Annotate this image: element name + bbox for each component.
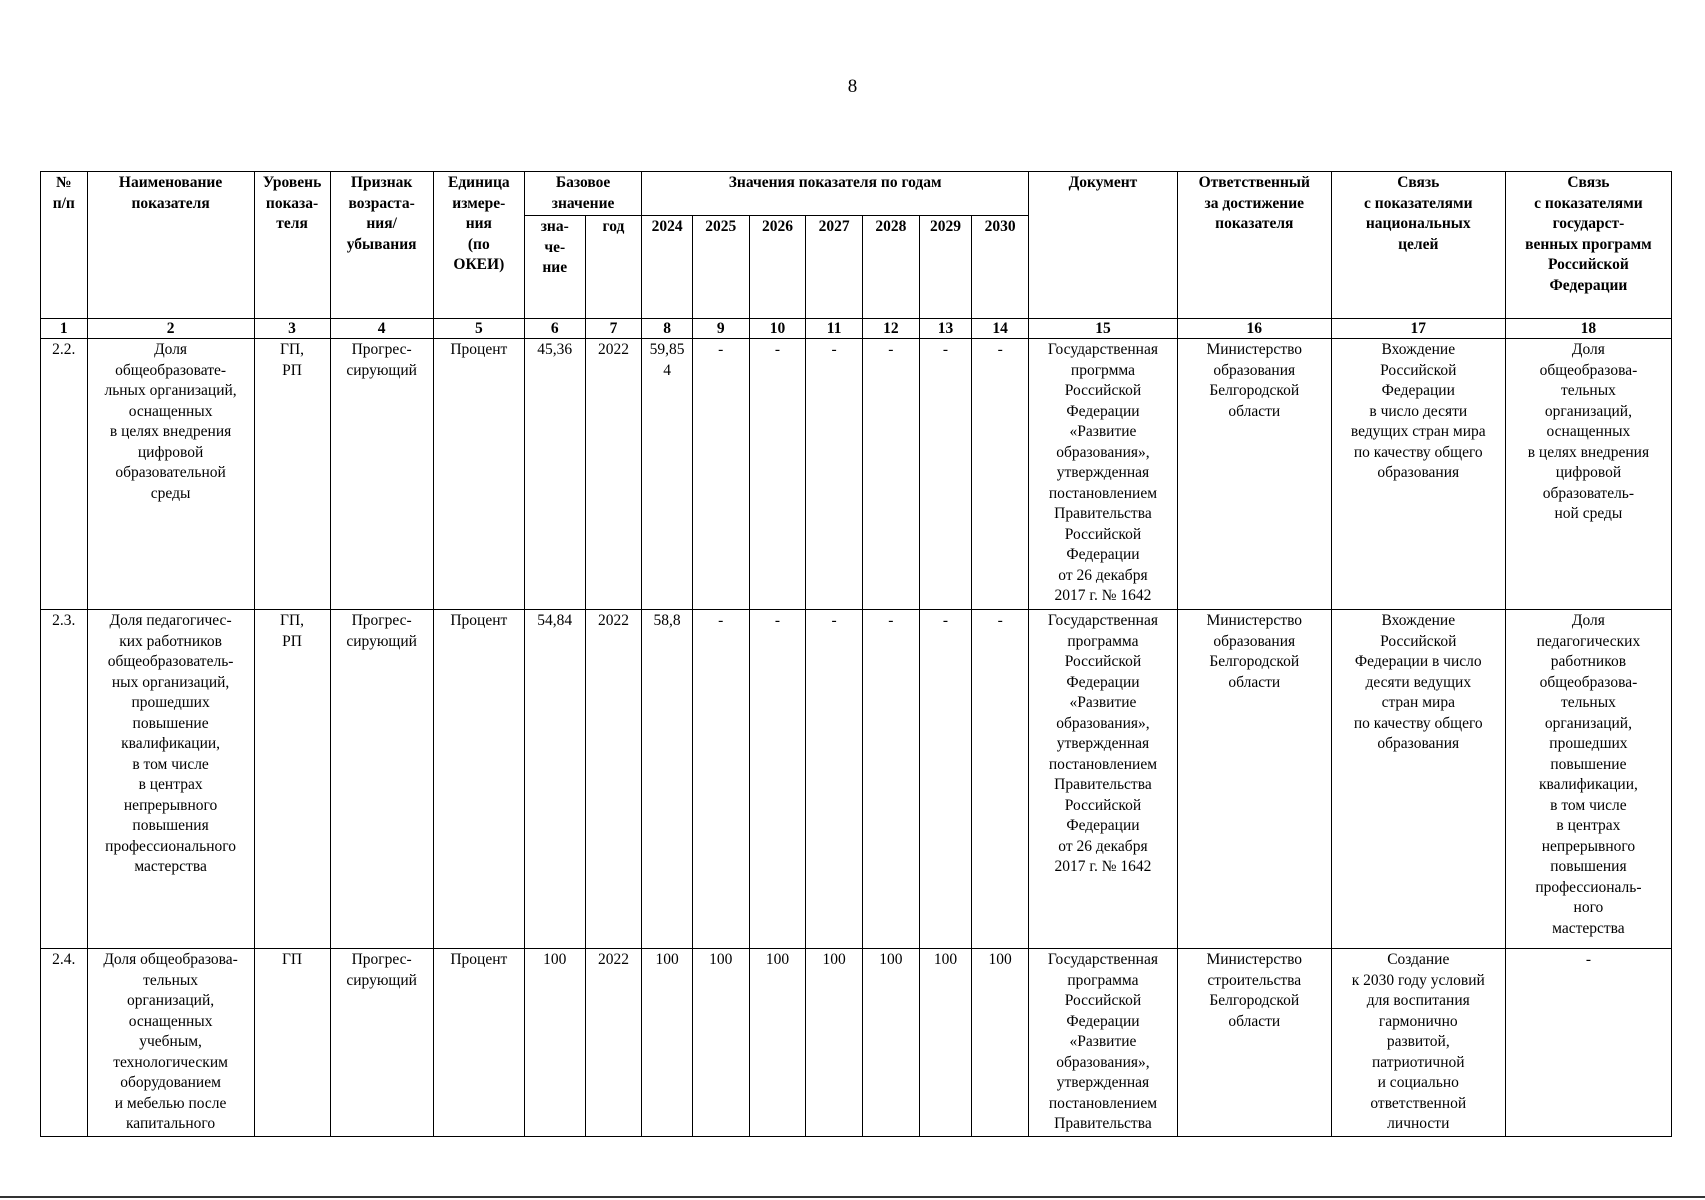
table-row: [41, 610, 1672, 949]
row-year-value: 100: [806, 949, 863, 1137]
header-level: Уровень показа- теля: [254, 172, 330, 319]
row-year-value: -: [972, 610, 1029, 949]
header-unit: Единица измере- ния (по ОКЕИ): [433, 172, 524, 319]
header-year: 2027: [806, 216, 863, 319]
header-responsible: Ответственный за достижение показателя: [1177, 172, 1331, 319]
header-years: Значения показателя по годам: [642, 172, 1029, 216]
row-year-value: 100: [642, 949, 693, 1137]
header-year: 2028: [862, 216, 919, 319]
row-year-value: 59,85 4: [642, 339, 693, 610]
row-year-value: -: [862, 339, 919, 610]
row-national-goal: Создание к 2030 году условий для воспитания гармонично развитой, патриотичной и социально ответственной личности: [1331, 949, 1505, 1137]
row-year-value: -: [692, 610, 749, 949]
table-row: [41, 339, 1672, 610]
column-number-row: [41, 319, 1672, 339]
column-number: 6: [524, 319, 585, 339]
row-responsible: Министерство образования Белгородской области: [1177, 610, 1331, 949]
row-base-year: 2022: [585, 339, 642, 610]
column-number: 12: [862, 319, 919, 339]
row-national-goal: Вхождение Российской Федерации в число десяти ведущих стран мира по качеству общего образования: [1331, 339, 1505, 610]
column-number: 9: [692, 319, 749, 339]
row-year-value: 100: [692, 949, 749, 1137]
table-row: [41, 949, 1672, 1137]
header-year: 2026: [749, 216, 806, 319]
row-num: 2.2.: [41, 339, 88, 610]
row-year-value: -: [749, 339, 806, 610]
row-trend: Прогрес- сирующий: [330, 339, 433, 610]
row-name: Доля общеобразовате- льных организаций, оснащенных в целях внедрения цифровой образовательной среды: [87, 339, 254, 610]
row-state-program: Доля педагогических работников общеобразова- тельных организаций, прошедших повышение квалификации, в том числе в центрах непрерывного повышения профессиональ- ного мастерства: [1505, 610, 1671, 949]
row-year-value: -: [862, 610, 919, 949]
row-year-value: -: [806, 339, 863, 610]
row-document: Государственная прогрмма Российской Федерации «Развитие образования», утвержденная постановлением Правительства Российской Федерации от 26 декабря 2017 г. № 1642: [1029, 339, 1178, 610]
page-edge-line: [0, 1196, 1705, 1198]
row-state-program: -: [1505, 949, 1671, 1137]
row-unit: Процент: [433, 610, 524, 949]
row-trend: Прогрес- сирующий: [330, 949, 433, 1137]
row-year-value: -: [972, 339, 1029, 610]
row-unit: Процент: [433, 339, 524, 610]
header-name: Наименование показателя: [87, 172, 254, 319]
row-document: Государственная программа Российской Федерации «Развитие образования», утвержденная постановлением Правительства Российской Федерации от 26 декабря 2017 г. № 1642: [1029, 610, 1178, 949]
header-trend: Признак возраста- ния/ убывания: [330, 172, 433, 319]
header-base: Базовое значение: [524, 172, 641, 216]
row-year-value: -: [919, 610, 972, 949]
row-year-value: 100: [919, 949, 972, 1137]
column-number: 8: [642, 319, 693, 339]
row-name: Доля общеобразова- тельных организаций, оснащенных учебным, технологическим оборудованием и мебелью после капитального: [87, 949, 254, 1137]
column-number: 14: [972, 319, 1029, 339]
row-trend: Прогрес- сирующий: [330, 610, 433, 949]
row-base-year: 2022: [585, 949, 642, 1137]
row-num: 2.4.: [41, 949, 88, 1137]
row-responsible: Министерство строительства Белгородской области: [1177, 949, 1331, 1137]
row-year-value: -: [806, 610, 863, 949]
header-document: Документ: [1029, 172, 1178, 319]
column-number: 16: [1177, 319, 1331, 339]
row-year-value: 100: [972, 949, 1029, 1137]
row-responsible: Министерство образования Белгородской области: [1177, 339, 1331, 610]
column-number: 7: [585, 319, 642, 339]
column-number: 17: [1331, 319, 1505, 339]
row-level: ГП, РП: [254, 339, 330, 610]
header-state: Связь с показателями государст- венных программ Российской Федерации: [1505, 172, 1671, 319]
column-number: 10: [749, 319, 806, 339]
row-state-program: Доля общеобразова- тельных организаций, оснащенных в целях внедрения цифровой образователь- ной среды: [1505, 339, 1671, 610]
column-number: 2: [87, 319, 254, 339]
row-year-value: 100: [862, 949, 919, 1137]
column-number: 3: [254, 319, 330, 339]
header-year: 2024: [642, 216, 693, 319]
row-unit: Процент: [433, 949, 524, 1137]
row-base-value: 100: [524, 949, 585, 1137]
column-number: 5: [433, 319, 524, 339]
column-number: 13: [919, 319, 972, 339]
indicators-table: [40, 171, 1672, 1137]
column-number: 1: [41, 319, 88, 339]
column-number: 11: [806, 319, 863, 339]
row-document: Государственная программа Российской Федерации «Развитие образования», утвержденная постановлением Правительства: [1029, 949, 1178, 1137]
header-base-value: зна- че- ние: [524, 216, 585, 319]
row-year-value: -: [749, 610, 806, 949]
header-num: № п/п: [41, 172, 88, 319]
header-row-1: [41, 172, 1672, 216]
row-base-value: 45,36: [524, 339, 585, 610]
header-national: Связь с показателями национальных целей: [1331, 172, 1505, 319]
page-number: 8: [847, 76, 858, 97]
row-year-value: 100: [749, 949, 806, 1137]
header-year: 2030: [972, 216, 1029, 319]
row-num: 2.3.: [41, 610, 88, 949]
row-year-value: -: [919, 339, 972, 610]
header-base-year: год: [585, 216, 642, 319]
row-level: ГП, РП: [254, 610, 330, 949]
row-base-value: 54,84: [524, 610, 585, 949]
header-year: 2029: [919, 216, 972, 319]
column-number: 15: [1029, 319, 1178, 339]
row-year-value: -: [692, 339, 749, 610]
row-name: Доля педагогичес- ких работников общеобразователь- ных организаций, прошедших повышение квалификации, в том числе в центрах непрерывного повышения профессионального мастерства: [87, 610, 254, 949]
row-year-value: 58,8: [642, 610, 693, 949]
header-year: 2025: [692, 216, 749, 319]
row-national-goal: Вхождение Российской Федерации в число десяти ведущих стран мира по качеству общего образования: [1331, 610, 1505, 949]
column-number: 4: [330, 319, 433, 339]
row-level: ГП: [254, 949, 330, 1137]
column-number: 18: [1505, 319, 1671, 339]
row-base-year: 2022: [585, 610, 642, 949]
